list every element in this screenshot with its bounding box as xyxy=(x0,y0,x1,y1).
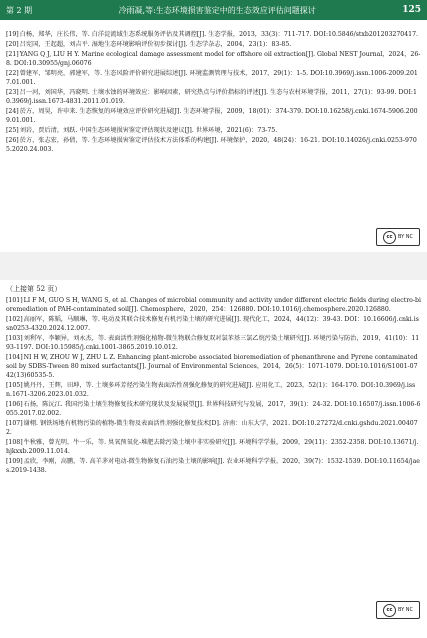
license-badge-top xyxy=(376,228,420,246)
page-header xyxy=(0,0,427,20)
reference-text: 白杨，郑华，庄长伟，等. 白洋淀流域生态系统服务评估及其调控[J]. 生态学报，2013，33(3)：711-717. DOI:10.5846/stxb201203270417. xyxy=(19,31,419,38)
reference-number: [26] xyxy=(6,137,19,144)
reference-item xyxy=(6,88,421,106)
reference-text: 高丽军，陈韬，马顺琳，等. 电动及其联合技术修复有机污染土壤的研究进展[J]. 现代化工，2024，44(12)：39-43. DOI：10.16606/j.cnki.issn0253-4320.2024.12.007. xyxy=(6,316,419,332)
reference-item xyxy=(6,69,421,87)
reference-number: [24] xyxy=(6,108,19,115)
page-number: 125 xyxy=(402,5,421,15)
reference-number: [109] xyxy=(6,458,23,465)
reference-text: LI F M, GUO S H, WANG S, et al. Changes of microbial community and activity under different electric fields during electro-bioremediation of PAH-contaminated soil[J]. Chemosphere，2020，254：126880. DOI:10.1016/j.chemosphere.2020.126880. xyxy=(6,297,421,313)
reference-number: [21] xyxy=(6,51,19,58)
license-label: BY NC xyxy=(397,607,414,613)
reference-number: [105] xyxy=(6,382,23,389)
reference-number: [104] xyxy=(6,354,23,361)
reference-item xyxy=(6,334,421,352)
reference-number: [19] xyxy=(6,31,19,38)
issue-number: 第 2 期 xyxy=(6,5,33,15)
reference-item xyxy=(6,353,421,380)
reference-text: 吕宪国，王起超，刘吉平. 湿地生态环境影响评价初步探讨[J]. 生态学杂志，2004，23(1)：83-85. xyxy=(19,41,292,48)
license-badge-bottom xyxy=(376,601,420,619)
cc-icon: cc xyxy=(383,231,396,244)
cc-icon: cc xyxy=(383,604,396,617)
reference-list-bottom xyxy=(6,296,421,476)
reference-text: 姚丹丹，王辉，田坤，等. 土壤多环芳烃污染生物表面活性剂强化修复的研究进展[J]. 应用化工，2023，52(1)：164-170. DOI:10.3969/j.issn.1671-3206.2023.01.032. xyxy=(6,382,416,398)
reference-item xyxy=(6,50,421,68)
reference-text: 刘岩，贾后清，刘跃. 中国生态环境损害鉴定评估现状及建议[J]. 世界环境，2021(6)：73-75. xyxy=(19,127,278,134)
reference-item xyxy=(6,296,421,314)
reference-item xyxy=(6,400,421,418)
reference-text: 吕一河，刘国华，冯晓明. 土壤水蚀的环境效应：影响因素，研究热点与评价指标的评述[J]. 生态与农村环境学报，2011，27(1)：93-99. DOI:10.3969/j.issn.1673-4831.2011.01.019. xyxy=(6,89,417,105)
license-label: BY NC xyxy=(397,234,414,240)
reference-text: 牛秋雅，曾光明，牛一乐，等. 臭氧预氧化-堆肥去除污染土壤中非实验研究[J]. 环境科学学报，2009，29(11)：2352-2358. DOI:10.13671/j.hjkxxb.2009.11.014. xyxy=(6,439,419,455)
reference-number: [107] xyxy=(6,420,23,427)
reference-number: [22] xyxy=(6,70,19,77)
reference-text: 於方，张志宏，孙倩，等. 生态环境损害鉴定评估技术方法体系的构建[J]. 环境保护，2020，48(24)：16-21. DOI:10.14026/j.cnki.0253-9705.2020.24.003. xyxy=(6,137,417,153)
reference-number: [25] xyxy=(6,127,19,134)
reference-number: [108] xyxy=(6,439,23,446)
reference-item xyxy=(6,438,421,456)
reference-text: 於方，周昊，许申来. 生态恢复的环境效应评价研究进展[J]. 生态环境学报，2009，18(01)：374-379. DOI:10.16258/j.cnki.1674-5906.2009.01.001. xyxy=(6,108,418,124)
reference-item xyxy=(6,40,421,49)
continuation-label: （上接第 52 页） xyxy=(6,285,62,293)
reference-item xyxy=(6,419,421,437)
reference-text: YANG Q J, LIU H Y. Marine ecological damage assessment model for offshore oil extraction[J]. Global NEST Journal，2024，26-8. DOI:10.30955/gnj.06076 xyxy=(6,51,421,67)
reference-item xyxy=(6,30,421,39)
reference-text: 谢栩. 钢铁场地有机物污染的植物-微生物及表面活性剂强化修复技术[D]. 济南：山东大学，2021. DOI:10.27272/d.cnki.gshdu.2021.004072. xyxy=(6,420,418,436)
reference-number: [101] xyxy=(6,297,23,304)
reference-item xyxy=(6,136,421,154)
reference-item xyxy=(6,126,421,135)
reference-item xyxy=(6,315,421,333)
reference-number: [102] xyxy=(6,316,23,323)
reference-text: 曾建军，邹明亮，郭建军，等. 生态风险评价研究进展综述[J]. 环境监测管理与技术，2017，29(1)：1-5. DOI:10.3969/j.issn.1006-2009.2017.01.001. xyxy=(6,70,418,86)
reference-item xyxy=(6,457,421,475)
reference-text: 孟欣，李刚，高鹏，等. 高羊茅对电动-微生物修复石油污染土壤的影响[J]. 农业环境科学学报，2020，39(7)：1532-1539. DOI:10.11654/jaes.2019-1438. xyxy=(6,458,420,474)
page-gap xyxy=(0,252,427,280)
reference-text: 刘利军，李颖异，刘永杰，等. 表面活性剂强化植物-微生物联合修复双对氯苯基三氯乙烷污染土壤研究[J]. 环境污染与防治，2019，41(10)：1193-1197. DOI:10.15985/j.cnki.1001-3865.2019.10.012. xyxy=(6,335,420,351)
reference-number: [106] xyxy=(6,401,23,408)
reference-item xyxy=(6,381,421,399)
running-title: 冷雨凝,等:生态环境损害鉴定中的生态效应评估问题探讨 xyxy=(118,5,316,15)
reference-text: NI H W, ZHOU W J, ZHU L Z. Enhancing plant-microbe associated bioremediation of phenanthrene and Pyrene contaminated soil by SDBS-Tween 80 mixed surfactants[J]. Journal of Environmental Sciences，2014，26(5)：1071-1079. DOI:10.1016/S1001-0742(13)60535-5. xyxy=(6,354,418,379)
reference-text: 石扬，陈沅江. 我国污染土壤生物修复技术研究现状及发展展望[J]. 世界科技研究与发展，2017，39(1)：24-32. DOI:10.16507/j.issn.1006-6055.2017.02.002. xyxy=(6,401,421,417)
reference-item xyxy=(6,107,421,125)
reference-list-top xyxy=(6,30,421,155)
reference-number: [23] xyxy=(6,89,19,96)
reference-number: [103] xyxy=(6,335,23,342)
reference-number: [20] xyxy=(6,41,19,48)
